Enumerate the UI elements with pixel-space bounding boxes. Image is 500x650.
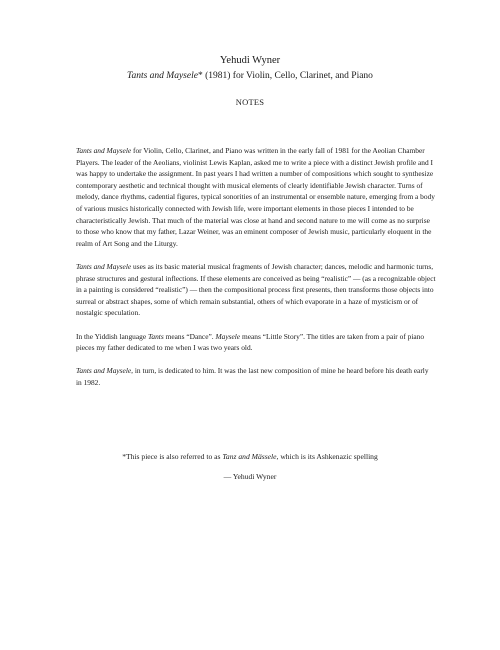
paragraph-3-b: means “Dance”. <box>163 331 216 341</box>
work-title-italic: Tants and Maysele <box>127 71 198 81</box>
footnote-b: , which is its Ashkenazic spelling <box>276 452 378 461</box>
paragraph-4 <box>76 365 436 388</box>
paragraph-4-lead: Tants and Maysele <box>76 366 132 376</box>
footnote-italic: Tanz and Mässele <box>222 452 277 461</box>
paragraph-4-text: , in turn, is dedicated to him. It was the last new composition of mine he heard before his death early in 1982. <box>76 366 429 387</box>
paragraph-3-maysele: Maysele <box>215 331 241 341</box>
notes-body <box>76 145 436 400</box>
author-name: Yehudi Wyner <box>219 55 281 66</box>
paragraph-3-tants: Tants <box>147 331 164 341</box>
work-title-rest: * (1981) for Violin, Cello, Clarinet, and Piano <box>197 71 373 81</box>
paragraph-3 <box>76 331 436 354</box>
paragraph-2 <box>76 261 436 319</box>
footnote <box>0 452 500 461</box>
signature: — Yehudi Wyner <box>223 472 277 481</box>
paragraph-2-text: uses as its basic material musical fragments of Jewish character; dances, melodic and harmonic turns, phrase structures and gestural inflections. If these elements are conceived as being “realistic” — (as a recognizable object in a painting is considered “realistic”) — then the compositional process first presents, then transforms those objects into surreal or abstract shapes, some of which remain substantial, others of which evaporate in a haze of mysticism or of nostalgic speculation. <box>76 261 436 318</box>
footnote-a: *This piece is also referred to as <box>122 452 223 461</box>
paragraph-1-lead: Tants and Maysele <box>76 146 132 155</box>
work-title <box>0 71 500 81</box>
notes-heading: NOTES <box>235 97 265 107</box>
paragraph-3-c: means “Little Story”. The titles are taken from a pair of piano pieces my father dedicated to me when I was two years old. <box>76 331 425 353</box>
paragraph-1-text: for Violin, Cello, Clarinet, and Piano was written in the early fall of 1981 for the Aeolian Chamber Players. The leader of the Aeolians, violinist Lewis Kaplan, asked me to write a piece with a distinct Jewish profile and I was happy to undertake the assignment. In past years I had written a number of compositions which sought to synthesize contemporary aesthetic and technical thought with musical elements of clearly identifiable Jewish character. Turns of melody, dance rhythms, cadential figures, typical sonorities of an instrumental or ensemble nature, emerging from a body of various musics historically connected with Jewish life, were important elements in those pieces I intended to be characteristically Jewish. That much of the material was close at hand and second nature to me will come as no surprise to those who know that my father, Lazar Weiner, was an eminent composer of Jewish music, particularly eloquent in the realm of Art Song and the Liturgy. <box>76 146 435 248</box>
paragraph-1 <box>76 145 436 249</box>
paragraph-3-a: In the Yiddish language <box>76 331 148 341</box>
paragraph-2-lead: Tants and Maysele <box>76 261 132 271</box>
